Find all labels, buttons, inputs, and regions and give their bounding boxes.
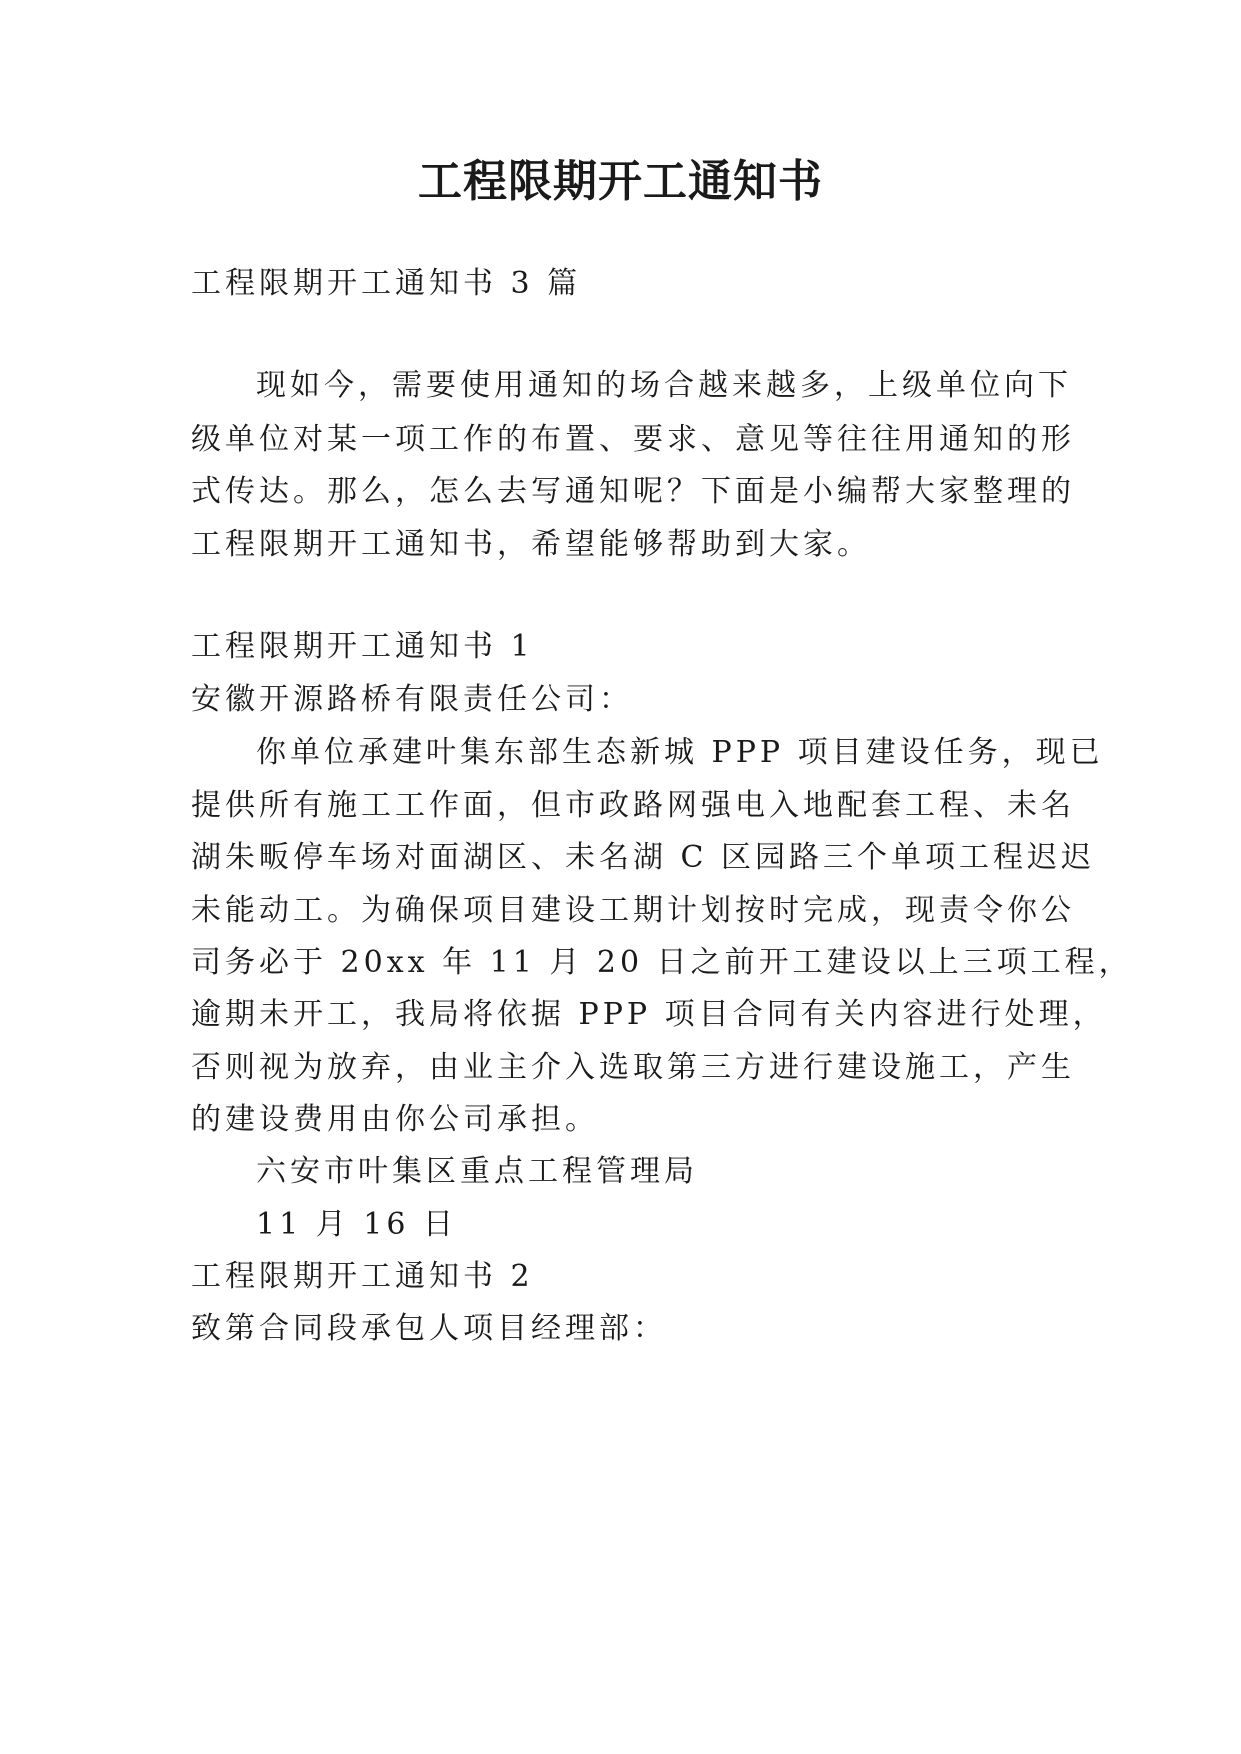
section2-heading: 工程限期开工通知书 2: [191, 1259, 534, 1294]
section1-recipient: 安徽开源路桥有限责任公司：: [191, 682, 633, 717]
section1-body-line: 的建设费用由你公司承担。: [191, 1102, 599, 1137]
intro-line: 级单位对某一项工作的布置、要求、意见等往往用通知的形: [191, 422, 1075, 457]
section1-heading: 工程限期开工通知书 1: [191, 629, 534, 664]
section1-body-line: 提供所有施工工作面，但市政路网强电入地配套工程、未名: [191, 788, 1075, 823]
section1-body-line: 逾期未开工，我局将依据 PPP 项目合同有关内容进行处理，: [191, 997, 1107, 1032]
section2-recipient: 致第合同段承包人项目经理部：: [191, 1311, 667, 1346]
intro-line: 式传达。那么，怎么去写通知呢？下面是小编帮大家整理的: [191, 474, 1075, 509]
section1-body-line: 否则视为放弃，由业主介入选取第三方进行建设施工，产生: [191, 1050, 1075, 1085]
section1-signature: 六安市叶集区重点工程管理局: [256, 1154, 698, 1189]
section1-date: 11 月 16 日: [256, 1207, 457, 1242]
intro-line: 现如今，需要使用通知的场合越来越多，上级单位向下: [256, 368, 1072, 403]
section1-body-line: 湖朱畈停车场对面湖区、未名湖 C 区园路三个单项工程迟迟: [191, 840, 1096, 875]
section1-body-line: 你单位承建叶集东部生态新城 PPP 项目建设任务，现已: [256, 735, 1104, 770]
document-subtitle: 工程限期开工通知书 3 篇: [191, 266, 582, 301]
section1-body-line: 司务必于 20xx 年 11 月 20 日之前开工建设以上三项工程，: [191, 945, 1133, 980]
document-title: 工程限期开工通知书: [418, 156, 823, 207]
section1-body-line: 未能动工。为确保项目建设工期计划按时完成，现责令你公: [191, 893, 1075, 928]
intro-line: 工程限期开工通知书，希望能够帮助到大家。: [191, 527, 871, 562]
